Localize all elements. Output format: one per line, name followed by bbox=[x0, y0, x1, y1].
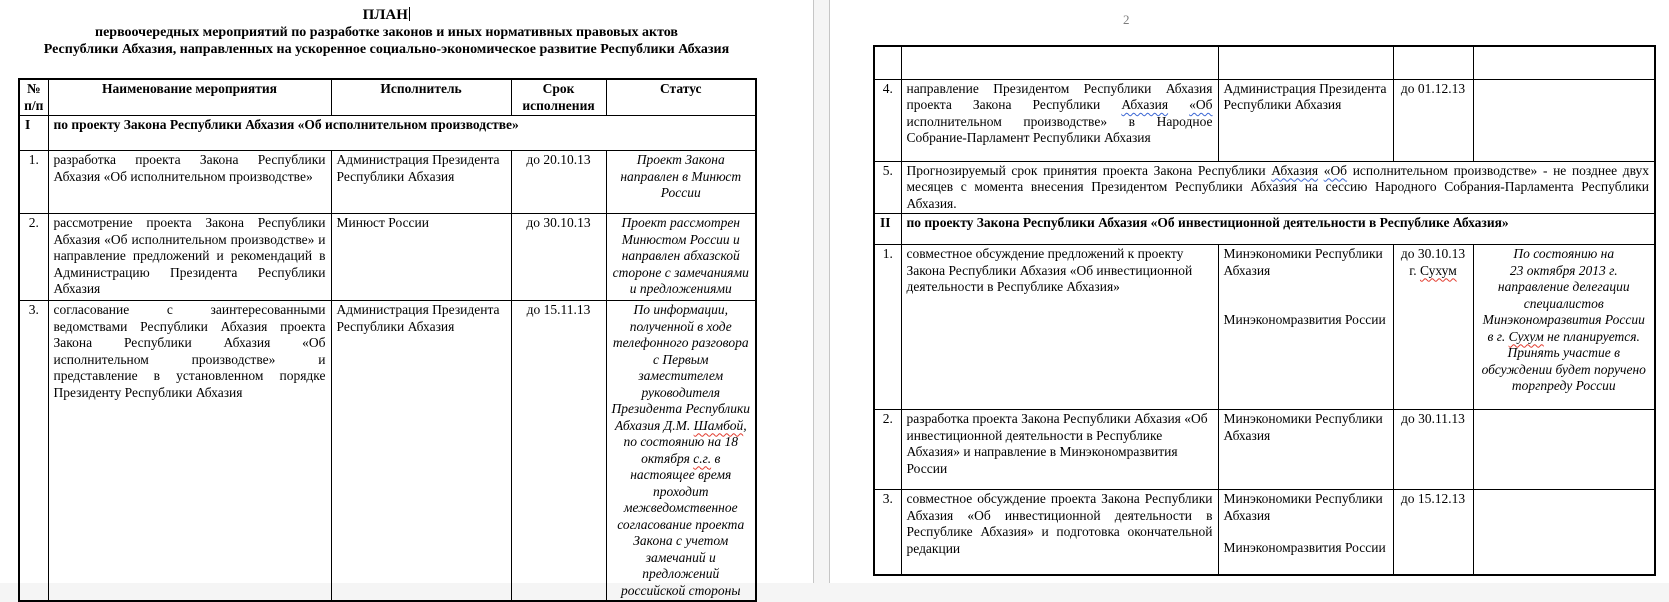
title-line-2: первоочередных мероприятий по разработке законов и иных нормативных правовых актов bbox=[95, 25, 678, 40]
cell-status[interactable] bbox=[1473, 79, 1655, 161]
table-row bbox=[874, 410, 1655, 490]
misspelled-word: Шамбой bbox=[693, 417, 744, 433]
table-continuation-header-row bbox=[874, 46, 1655, 79]
cell-num[interactable]: 5. bbox=[874, 161, 901, 214]
section-row-1 bbox=[19, 116, 756, 151]
cell-status[interactable]: По состоянию на 23 октября 2013 г. направление делегации специалистов Минэкономразвития России в г. Сухум не планируется. Принять участие в обсуждении будет поручено торгпреду России bbox=[1473, 245, 1655, 410]
cell-status[interactable]: Проект Закона направлен в Минюст России bbox=[606, 151, 756, 214]
cell-term[interactable]: до 20.10.13 bbox=[511, 151, 606, 214]
text-cursor-caret bbox=[409, 7, 411, 21]
cell-activity[interactable]: совместное обсуждение предложений к проекту Закона Республики Абхазия «Об инвестиционной деятельности в Республике Абхазия» bbox=[901, 245, 1218, 410]
cell-empty[interactable] bbox=[1218, 46, 1393, 79]
cell-status[interactable] bbox=[1473, 490, 1655, 575]
grammar-flagged-word: «Об bbox=[1189, 97, 1213, 112]
cell-note-spanning[interactable]: Прогнозируемый срок принятия проекта Закона Республики Абхазия «Об исполнительном производстве» - не позднее двух месяцев с момента внесения Президентом Республики Абхазия на сессию Народного Собрания-Парламента Республики Абхазия. bbox=[901, 161, 1655, 214]
table-row bbox=[874, 245, 1655, 410]
cell-num[interactable]: 3. bbox=[19, 301, 48, 602]
cell-empty[interactable] bbox=[901, 46, 1218, 79]
cell-executor[interactable] bbox=[1218, 490, 1393, 575]
cell-activity[interactable]: рассмотрение проекта Закона Республики Абхазия «Об исполнительном производстве» и направление предложений и рекомендаций в Администрацию Президента Республики Абхазия bbox=[48, 214, 331, 301]
cell-term[interactable]: до 30.10.13 г. Сухум bbox=[1393, 245, 1473, 410]
header-executor[interactable]: Исполнитель bbox=[331, 79, 511, 116]
cell-activity[interactable]: совместное обсуждение проекта Закона Республики Абхазия «Об инвестиционной деятельности в Республике Абхазия» и подготовка окончательной редакции bbox=[901, 490, 1218, 575]
title-text: ПЛАН bbox=[362, 7, 408, 23]
cell-num[interactable]: 1. bbox=[19, 151, 48, 214]
cell-activity[interactable]: направление Президентом Республики Абхазия проекта Закона Республики Абхазия «Об исполнительном производстве» в Народное Собрание-Парламент Республики Абхазия bbox=[901, 79, 1218, 161]
document-title bbox=[18, 6, 755, 58]
executor-org-1: Минэкономики Республики Абхазия bbox=[1223, 246, 1383, 278]
page-1[interactable] bbox=[0, 0, 814, 598]
cell-section-num[interactable]: I bbox=[19, 116, 48, 151]
cell-section-label[interactable]: по проекту Закона Республики Абхазия «Об инвестиционной деятельности в Республике Абхазия» bbox=[901, 214, 1655, 245]
misspelled-word: Сухум bbox=[1508, 328, 1544, 344]
cell-executor[interactable] bbox=[1218, 245, 1393, 410]
cell-term[interactable]: до 01.12.13 bbox=[1393, 79, 1473, 161]
cell-status[interactable]: По информации, полученной в ходе телефонного разговора с Первым заместителем руководителя Президента Республики Абхазия Д.М. Шамбой, по состоянию на 18 октября с.г. в настоящее время проходит межведомственное согласование проекта Закона с учетом замечаний и предложений российской стороны bbox=[606, 301, 756, 602]
plan-table-page-1 bbox=[18, 78, 757, 602]
cell-empty[interactable] bbox=[1473, 46, 1655, 79]
header-term[interactable]: Срок исполнения bbox=[511, 79, 606, 116]
cell-num[interactable]: 4. bbox=[874, 79, 901, 161]
grammar-flagged-word: Абхазия bbox=[1271, 162, 1319, 178]
cell-num[interactable]: 1. bbox=[874, 245, 901, 410]
cell-executor[interactable]: Минюст России bbox=[331, 214, 511, 301]
title-line-3: Республики Абхазия, направленных на ускоренное социально-экономическое развитие Республики Абхазия bbox=[43, 42, 730, 57]
cell-executor[interactable]: Минэкономики Республики Абхазия bbox=[1218, 410, 1393, 490]
misspelled-word: с.г. bbox=[693, 450, 712, 466]
executor-org-1: Минэкономики Республики Абхазия bbox=[1223, 491, 1383, 523]
cell-empty[interactable] bbox=[1393, 46, 1473, 79]
cell-status[interactable] bbox=[1473, 410, 1655, 490]
plan-table-page-2 bbox=[873, 45, 1656, 576]
cell-executor[interactable]: Администрация Президента Республики Абхазия bbox=[1218, 79, 1393, 161]
page-number: 2 bbox=[1123, 12, 1130, 27]
cell-activity[interactable]: согласование с заинтересованными ведомствами Республики Абхазия проекта Закона Республики Абхазия «Об исполнительном производстве» и представление в установленном порядке Президенту Республики Абхазия bbox=[48, 301, 331, 602]
cell-term[interactable]: до 30.11.13 bbox=[1393, 410, 1473, 490]
table-header-row bbox=[19, 79, 756, 116]
executor-org-2: Минэкономразвития России bbox=[1223, 312, 1386, 327]
header-num[interactable]: № п/п bbox=[19, 79, 48, 116]
cell-empty[interactable] bbox=[874, 46, 901, 79]
executor-org-2: Минэкономразвития России bbox=[1223, 540, 1386, 555]
table-row bbox=[874, 79, 1655, 161]
header-activity[interactable]: Наименование мероприятия bbox=[48, 79, 331, 116]
cell-status[interactable]: Проект рассмотрен Минюстом России и направлен абхазской стороне с замечаниями и предложениями bbox=[606, 214, 756, 301]
cell-section-num[interactable]: II bbox=[874, 214, 901, 245]
cell-executor[interactable]: Администрация Президента Республики Абхазия bbox=[331, 151, 511, 214]
section-row-2 bbox=[874, 214, 1655, 245]
table-row bbox=[19, 151, 756, 214]
page-2[interactable] bbox=[829, 0, 1669, 583]
header-status[interactable]: Статус bbox=[606, 79, 756, 116]
cell-activity[interactable]: разработка проекта Закона Республики Абхазия «Об инвестиционной деятельности в Республике Абхазия» и направление в Минэкономразвития России bbox=[901, 410, 1218, 490]
cell-num[interactable]: 2. bbox=[19, 214, 48, 301]
cell-executor[interactable]: Администрация Президента Республики Абхазия bbox=[331, 301, 511, 602]
cell-num[interactable]: 2. bbox=[874, 410, 901, 490]
table-row bbox=[19, 214, 756, 301]
misspelled-word: Сухум bbox=[1419, 262, 1457, 278]
table-row bbox=[874, 161, 1655, 214]
table-row bbox=[19, 301, 756, 602]
cell-section-label[interactable]: по проекту Закона Республики Абхазия «Об исполнительном производстве» bbox=[48, 116, 756, 151]
cell-num[interactable]: 3. bbox=[874, 490, 901, 575]
cell-term[interactable]: до 30.10.13 bbox=[511, 214, 606, 301]
table-row bbox=[874, 490, 1655, 575]
cell-term[interactable]: до 15.11.13 bbox=[511, 301, 606, 602]
title-line-1 bbox=[18, 6, 755, 24]
grammar-flagged-word: Абхазия bbox=[1121, 97, 1169, 112]
cell-term[interactable]: до 15.12.13 bbox=[1393, 490, 1473, 575]
grammar-flagged-word: «Об bbox=[1323, 162, 1348, 178]
cell-activity[interactable]: разработка проекта Закона Республики Абхазия «Об исполнительном производстве» bbox=[48, 151, 331, 214]
